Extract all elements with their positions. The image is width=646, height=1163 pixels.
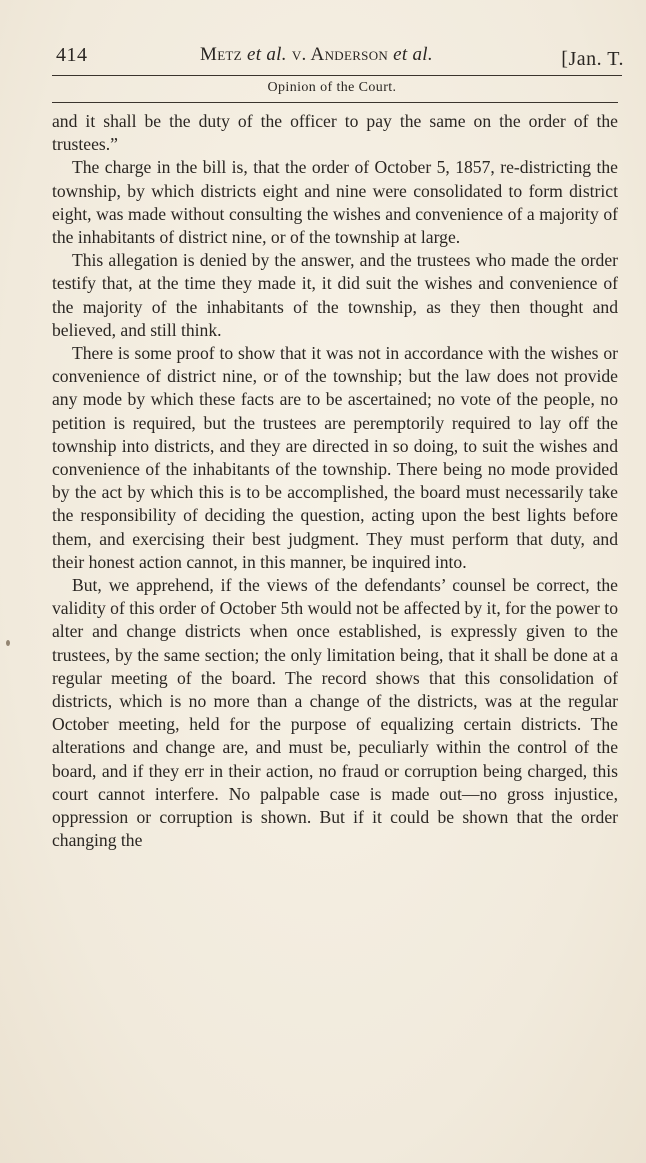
case-title-part: et al.	[393, 44, 433, 65]
term-label: [Jan. T.	[561, 48, 624, 70]
ink-mark	[6, 640, 10, 646]
case-title-part: Metz	[200, 44, 247, 65]
body-text	[52, 110, 618, 853]
paragraph: This allegation is denied by the answer, and the trustees who made the order testify that, at the time they made it, it did suit the wishes and convenience of the majority of the inhabitants of the township, as they then thought and believed, and still think.	[52, 250, 618, 340]
case-title-part: et al.	[246, 44, 287, 65]
case-title	[200, 44, 433, 66]
case-title-part: v. Anderson	[286, 44, 394, 65]
paragraph: The charge in the bill is, that the order of October 5, 1857, re-districting the township, by which districts eight and nine were consolidated to form district eight, was made without consulting the wishes and convenience of a majority of the inhabitants of district nine, or of the township at large.	[52, 157, 618, 248]
header-rule	[52, 75, 622, 76]
subheader-rule	[52, 102, 618, 103]
paragraph: and it shall be the duty of the officer to pay the same on the order of the trustees.”	[52, 111, 618, 155]
paragraph: But, we apprehend, if the views of the defendants’ counsel be correct, the validity of this order of October 5th would not be affected by it, for the power to alter and change districts when once established, is expressly given to the trustees, by the same section; the only limitation being, that it shall be done at a regular meeting of the board. The record shows that this consolidation of districts, which is no more than a change of the districts, was at the regular October meeting, held for the purpose of equalizing certain districts. The alterations and change are, and must be, peculiarly within the control of the board, and if they err in their action, no fraud or corruption being charged, this court cannot interfere. No palpable case is made out—no gross injustice, oppression or corruption is shown. But if it could be shown that the order changing the	[52, 575, 618, 851]
section-subheader: Opinion of the Court.	[267, 80, 397, 95]
page-number: 414	[56, 44, 88, 66]
paragraph: There is some proof to show that it was not in accordance with the wishes or convenience of district nine, or of the township; but the law does not provide any mode by which these facts are to be ascertained; no vote of the people, no petition is required, but the trustees are peremptorily required to lay off the township into districts, and they are directed in so doing, to suit the wishes and convenience of the inhabitants of the township. There being no mode provided by the act by which this is to be accomplished, the board must necessarily take the responsibility of deciding the question, acting upon the best lights before them, and exercising their best judgment. They must perform that duty, and their honest action cannot, in this manner, be inquired into.	[52, 343, 618, 572]
running-head	[52, 44, 624, 74]
